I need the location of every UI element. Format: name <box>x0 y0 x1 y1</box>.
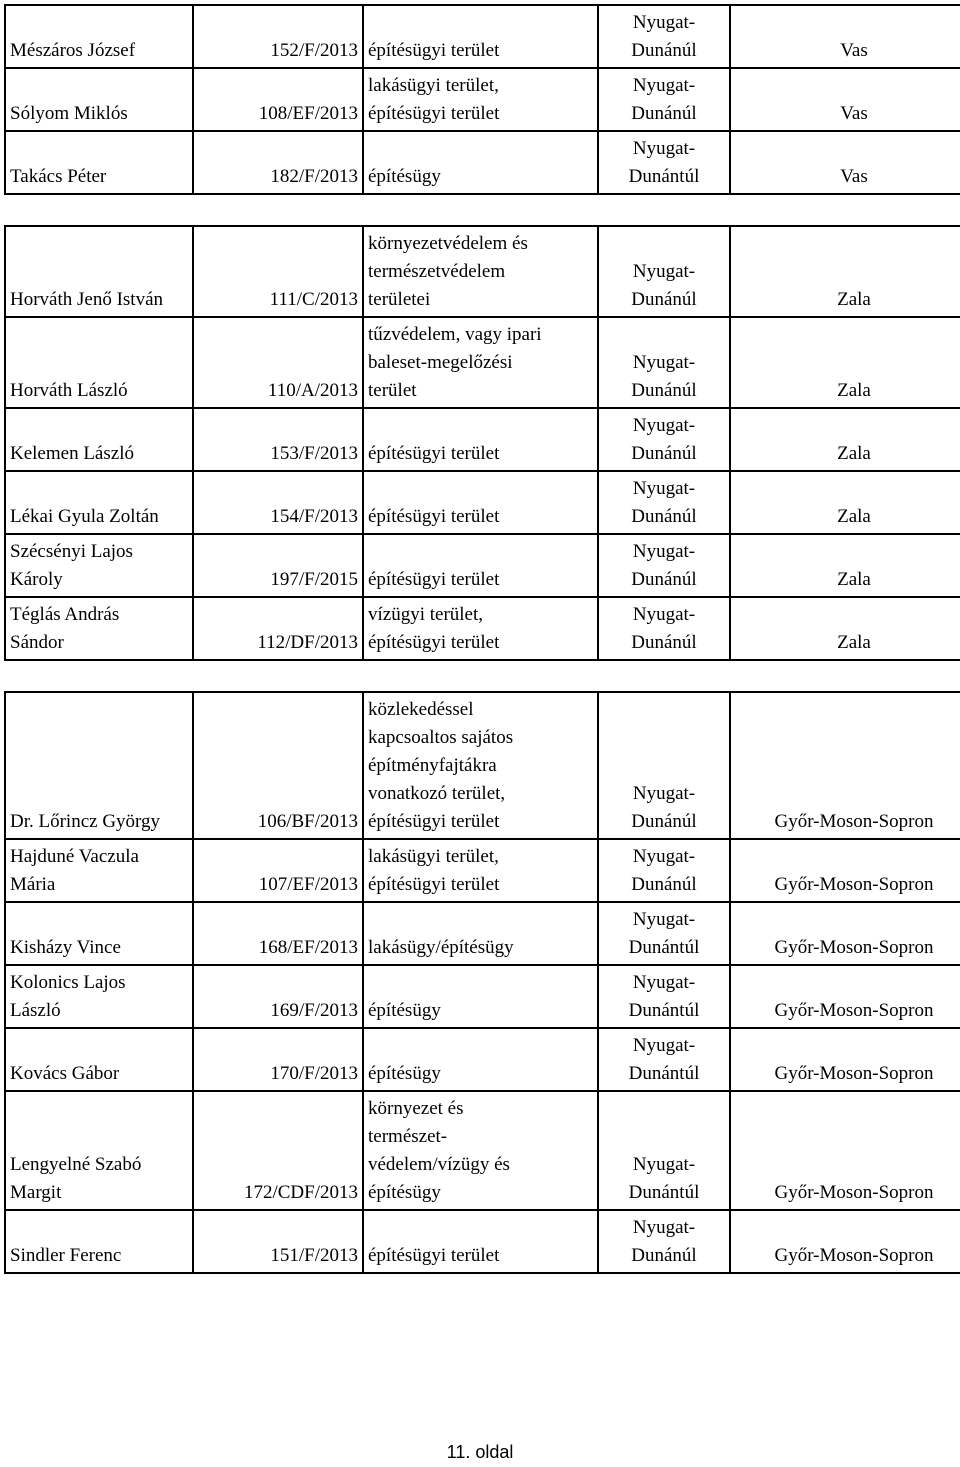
professional-area: vízügyi terület, építésügyi terület <box>368 604 500 653</box>
registration-number: 172/CDF/2013 <box>243 1182 358 1203</box>
professional-area: lakásügyi terület, építésügyi terület <box>368 846 500 895</box>
region: Nyugat- Dunánúl <box>631 478 697 527</box>
professional-area: építésügy <box>368 1063 441 1084</box>
person-name-cell <box>5 408 193 471</box>
region: Nyugat- Dunánúl <box>631 415 697 464</box>
professional-area: építésügyi terület <box>368 569 500 590</box>
region: Nyugat- Dunántúl <box>628 138 700 187</box>
region: Nyugat- Dunánúl <box>631 846 697 895</box>
professional-area: építésügyi terület <box>368 506 500 527</box>
registry-table-3 <box>4 691 960 1274</box>
region: Nyugat- Dunánúl <box>631 783 697 832</box>
county: Győr-Moson-Sopron <box>774 874 934 895</box>
region: Nyugat- Dunántúl <box>628 972 700 1021</box>
professional-area: tűzvédelem, vagy ipari baleset-megelőzési terület <box>368 324 542 401</box>
table-row <box>5 1210 960 1273</box>
region: Nyugat- Dunánúl <box>631 261 697 310</box>
table-row <box>5 408 960 471</box>
professional-area-cell <box>363 597 598 660</box>
professional-area-cell <box>363 5 598 68</box>
county: Zala <box>837 443 871 464</box>
table-row <box>5 1028 960 1091</box>
county-cell <box>730 839 960 902</box>
registration-number: 152/F/2013 <box>270 40 358 61</box>
registration-number: 151/F/2013 <box>270 1245 358 1266</box>
county-cell <box>730 1091 960 1210</box>
county: Győr-Moson-Sopron <box>774 1000 934 1021</box>
region-cell <box>598 965 730 1028</box>
registration-number: 112/DF/2013 <box>257 632 358 653</box>
person-name: Szécsényi Lajos Károly <box>10 541 133 590</box>
region: Nyugat- Dunánúl <box>631 12 697 61</box>
professional-area: környezetvédelem és természetvédelem területei <box>368 233 528 310</box>
person-name: Takács Péter <box>10 166 107 187</box>
professional-area: építésügyi terület <box>368 443 500 464</box>
registration-number: 111/C/2013 <box>269 289 358 310</box>
table-row <box>5 226 960 317</box>
professional-area-cell <box>363 68 598 131</box>
professional-area: építésügyi terület <box>368 1245 500 1266</box>
registration-number-cell <box>193 131 363 194</box>
region-cell <box>598 839 730 902</box>
region: Nyugat- Dunánúl <box>631 1217 697 1266</box>
registration-number: 154/F/2013 <box>270 506 358 527</box>
professional-area-cell <box>363 131 598 194</box>
person-name-cell <box>5 68 193 131</box>
table-row <box>5 5 960 68</box>
professional-area: környezet és természet- védelem/vízügy és építésügy <box>368 1098 510 1203</box>
professional-area: lakásügy/építésügy <box>368 937 514 958</box>
person-name: Hajduné Vaczula Mária <box>10 846 139 895</box>
county: Zala <box>837 632 871 653</box>
person-name: Lékai Gyula Zoltán <box>10 506 159 527</box>
county-cell <box>730 471 960 534</box>
registration-number-cell <box>193 471 363 534</box>
registration-number-cell <box>193 1091 363 1210</box>
professional-area-cell <box>363 408 598 471</box>
professional-area: építésügy <box>368 1000 441 1021</box>
person-name: Dr. Lőrincz György <box>10 811 161 832</box>
county-cell <box>730 317 960 408</box>
person-name: Horváth Jenő István <box>10 289 164 310</box>
registration-number: 168/EF/2013 <box>258 937 358 958</box>
registration-number-cell <box>193 5 363 68</box>
professional-area-cell <box>363 839 598 902</box>
person-name-cell <box>5 597 193 660</box>
county: Győr-Moson-Sopron <box>774 937 934 958</box>
professional-area-cell <box>363 692 598 839</box>
person-name: Sindler Ferenc <box>10 1245 122 1266</box>
region-cell <box>598 5 730 68</box>
professional-area-cell <box>363 534 598 597</box>
county: Zala <box>837 506 871 527</box>
person-name-cell <box>5 471 193 534</box>
region-cell <box>598 902 730 965</box>
registration-number: 169/F/2013 <box>270 1000 358 1021</box>
registry-table-2 <box>4 225 960 661</box>
table-row <box>5 902 960 965</box>
professional-area-cell <box>363 1028 598 1091</box>
county: Győr-Moson-Sopron <box>774 1182 934 1203</box>
county: Győr-Moson-Sopron <box>774 1063 934 1084</box>
registration-number: 197/F/2015 <box>270 569 358 590</box>
registration-number: 170/F/2013 <box>270 1063 358 1084</box>
person-name-cell <box>5 131 193 194</box>
county-cell <box>730 534 960 597</box>
registration-number-cell <box>193 226 363 317</box>
county-cell <box>730 1210 960 1273</box>
county-cell <box>730 1028 960 1091</box>
table-row <box>5 317 960 408</box>
table-row <box>5 1091 960 1210</box>
registration-number: 182/F/2013 <box>270 166 358 187</box>
table-row <box>5 471 960 534</box>
person-name: Horváth László <box>10 380 128 401</box>
person-name-cell <box>5 839 193 902</box>
county-cell <box>730 68 960 131</box>
professional-area-cell <box>363 471 598 534</box>
region-cell <box>598 1091 730 1210</box>
county: Zala <box>837 289 871 310</box>
table-row <box>5 68 960 131</box>
region-cell <box>598 131 730 194</box>
person-name: Kelemen László <box>10 443 134 464</box>
table-row <box>5 131 960 194</box>
registration-number-cell <box>193 902 363 965</box>
registration-number-cell <box>193 965 363 1028</box>
registration-number-cell <box>193 692 363 839</box>
county: Győr-Moson-Sopron <box>774 811 934 832</box>
professional-area-cell <box>363 226 598 317</box>
registration-number-cell <box>193 317 363 408</box>
county-cell <box>730 965 960 1028</box>
person-name: Kolonics Lajos László <box>10 972 126 1021</box>
registry-tables <box>4 4 958 1304</box>
registration-number-cell <box>193 1210 363 1273</box>
table-row <box>5 597 960 660</box>
county: Vas <box>840 103 868 124</box>
region: Nyugat- Dunánúl <box>631 541 697 590</box>
person-name-cell <box>5 902 193 965</box>
county-cell <box>730 5 960 68</box>
region: Nyugat- Dunánúl <box>631 352 697 401</box>
registration-number-cell <box>193 68 363 131</box>
table-row <box>5 534 960 597</box>
table-row <box>5 692 960 839</box>
page-number: 11. oldal <box>446 1442 514 1462</box>
county: Vas <box>840 40 868 61</box>
professional-area: építésügyi terület <box>368 40 500 61</box>
person-name-cell <box>5 534 193 597</box>
county-cell <box>730 226 960 317</box>
table-row <box>5 965 960 1028</box>
registration-number-cell <box>193 839 363 902</box>
person-name: Téglás András Sándor <box>10 604 120 653</box>
registration-number: 110/A/2013 <box>267 380 358 401</box>
professional-area: lakásügyi terület, építésügyi terület <box>368 75 500 124</box>
county-cell <box>730 902 960 965</box>
person-name-cell <box>5 1091 193 1210</box>
registration-number: 153/F/2013 <box>270 443 358 464</box>
county-cell <box>730 408 960 471</box>
person-name: Mészáros József <box>10 40 136 61</box>
professional-area-cell <box>363 902 598 965</box>
registration-number-cell <box>193 597 363 660</box>
region-cell <box>598 408 730 471</box>
county: Vas <box>840 166 868 187</box>
region-cell <box>598 471 730 534</box>
professional-area-cell <box>363 317 598 408</box>
county-cell <box>730 597 960 660</box>
county-cell <box>730 131 960 194</box>
professional-area-cell <box>363 1210 598 1273</box>
region-cell <box>598 317 730 408</box>
professional-area: közlekedéssel kapcsoaltos sajátos építményfajtákra vonatkozó terület, építésügyi terület <box>368 699 514 832</box>
person-name-cell <box>5 965 193 1028</box>
person-name: Kisházy Vince <box>10 937 121 958</box>
region-cell <box>598 1028 730 1091</box>
person-name: Kovács Gábor <box>10 1063 120 1084</box>
region-cell <box>598 1210 730 1273</box>
person-name-cell <box>5 226 193 317</box>
region: Nyugat- Dunántúl <box>628 1035 700 1084</box>
region: Nyugat- Dunánúl <box>631 604 697 653</box>
person-name-cell <box>5 317 193 408</box>
county: Győr-Moson-Sopron <box>774 1245 934 1266</box>
professional-area-cell <box>363 965 598 1028</box>
registration-number: 106/BF/2013 <box>257 811 358 832</box>
region: Nyugat- Dunántúl <box>628 909 700 958</box>
professional-area-cell <box>363 1091 598 1210</box>
professional-area: építésügy <box>368 166 441 187</box>
county: Zala <box>837 569 871 590</box>
registration-number-cell <box>193 408 363 471</box>
registration-number: 108/EF/2013 <box>258 103 358 124</box>
registration-number-cell <box>193 1028 363 1091</box>
region-cell <box>598 692 730 839</box>
registration-number: 107/EF/2013 <box>258 874 358 895</box>
table-row <box>5 839 960 902</box>
region-cell <box>598 534 730 597</box>
person-name-cell <box>5 1210 193 1273</box>
county: Zala <box>837 380 871 401</box>
person-name: Sólyom Miklós <box>10 103 128 124</box>
person-name: Lengyelné Szabó Margit <box>10 1154 142 1203</box>
person-name-cell <box>5 5 193 68</box>
region-cell <box>598 68 730 131</box>
region-cell <box>598 226 730 317</box>
region-cell <box>598 597 730 660</box>
registration-number-cell <box>193 534 363 597</box>
registry-table-1 <box>4 4 960 195</box>
region: Nyugat- Dunánúl <box>631 75 697 124</box>
region: Nyugat- Dunántúl <box>628 1154 700 1203</box>
person-name-cell <box>5 692 193 839</box>
county-cell <box>730 692 960 839</box>
person-name-cell <box>5 1028 193 1091</box>
